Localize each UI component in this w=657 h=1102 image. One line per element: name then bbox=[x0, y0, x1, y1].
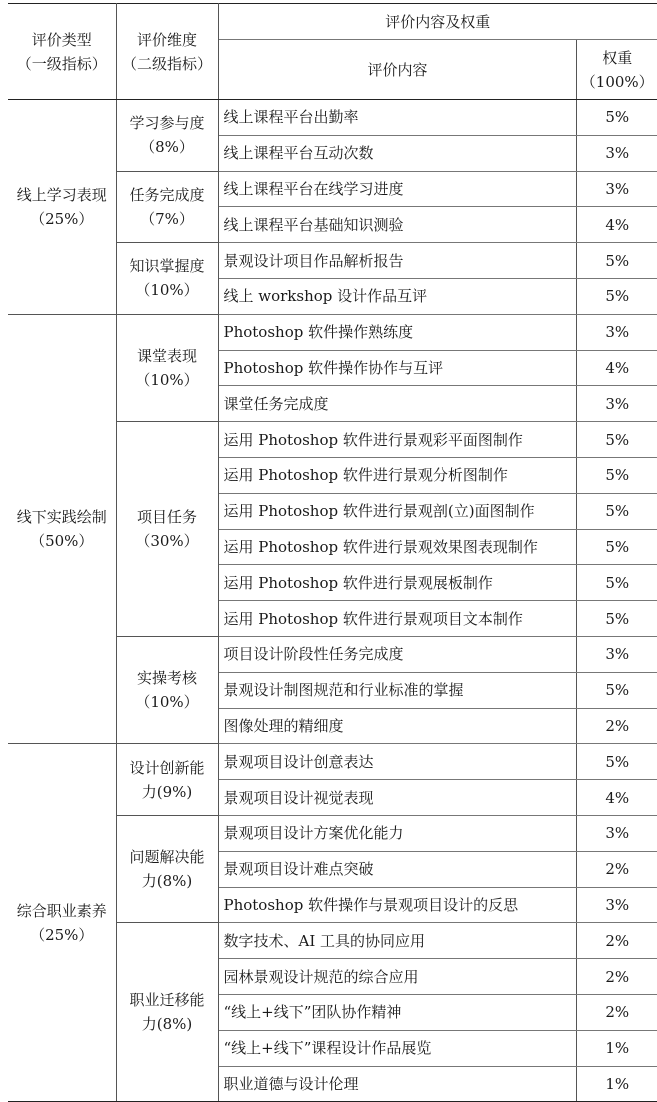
header-weight-title: 权重 bbox=[602, 48, 633, 67]
content-cell: “线上+线下”团队协作精神 bbox=[218, 994, 577, 1030]
weight-cell: 2% bbox=[577, 923, 657, 959]
level2-cell bbox=[116, 171, 218, 243]
weight-cell: 3% bbox=[577, 135, 657, 171]
weight-cell: 5% bbox=[577, 243, 657, 279]
level2-name: 知识掌握度 bbox=[129, 257, 205, 276]
level2-name: 问题解决能 bbox=[129, 848, 205, 867]
level2-cell bbox=[116, 100, 218, 172]
level2-weight: （10%） bbox=[135, 370, 199, 389]
content-cell: 景观设计制图规范和行业标准的掌握 bbox=[218, 672, 577, 708]
level1-name: 综合职业素养 bbox=[16, 901, 107, 920]
level2-weight: （10%） bbox=[135, 281, 199, 300]
weight-cell: 4% bbox=[577, 780, 657, 816]
table-row bbox=[8, 100, 657, 136]
level1-cell bbox=[8, 314, 116, 744]
weight-cell: 1% bbox=[577, 1066, 657, 1102]
content-cell: 运用 Photoshop 软件进行景观彩平面图制作 bbox=[218, 422, 577, 458]
table-body bbox=[8, 100, 657, 1102]
weight-cell: 2% bbox=[577, 851, 657, 887]
content-cell: 运用 Photoshop 软件进行景观分析图制作 bbox=[218, 457, 577, 493]
weight-cell: 5% bbox=[577, 672, 657, 708]
content-cell: 景观项目设计难点突破 bbox=[218, 851, 577, 887]
table-row bbox=[8, 744, 657, 780]
content-cell: 景观项目设计方案优化能力 bbox=[218, 815, 577, 851]
level2-weight: 力(8%) bbox=[141, 1015, 193, 1034]
level1-name: 线下实践绘制 bbox=[16, 508, 107, 527]
level2-name: 职业迁移能 bbox=[129, 991, 205, 1010]
weight-cell: 2% bbox=[577, 994, 657, 1030]
header-level1-title: 评价类型 bbox=[31, 30, 92, 49]
level2-cell bbox=[116, 422, 218, 637]
level1-name: 线上学习表现 bbox=[16, 185, 107, 204]
level2-name: 任务完成度 bbox=[129, 185, 205, 204]
header-level1 bbox=[8, 4, 116, 100]
level2-name: 学习参与度 bbox=[129, 114, 205, 133]
weight-cell: 5% bbox=[577, 422, 657, 458]
level2-weight: 力(9%) bbox=[141, 782, 193, 801]
weight-cell: 5% bbox=[577, 601, 657, 637]
content-cell: 线上课程平台在线学习进度 bbox=[218, 171, 577, 207]
header-level2-sub: （二级指标） bbox=[121, 54, 212, 73]
header-level2-title: 评价维度 bbox=[136, 30, 197, 49]
weight-cell: 4% bbox=[577, 207, 657, 243]
weight-cell: 5% bbox=[577, 457, 657, 493]
level2-name: 设计创新能 bbox=[129, 758, 205, 777]
weight-cell: 3% bbox=[577, 314, 657, 350]
level1-weight: （25%） bbox=[30, 209, 94, 228]
content-cell: 运用 Photoshop 软件进行景观展板制作 bbox=[218, 565, 577, 601]
content-cell: 景观设计项目作品解析报告 bbox=[218, 243, 577, 279]
content-cell: 景观项目设计视觉表现 bbox=[218, 780, 577, 816]
level2-cell bbox=[116, 636, 218, 743]
table-row bbox=[8, 314, 657, 350]
weight-cell: 3% bbox=[577, 171, 657, 207]
header-content: 评价内容 bbox=[218, 40, 577, 100]
header-level1-sub: （一级指标） bbox=[16, 54, 107, 73]
level2-cell bbox=[116, 314, 218, 421]
evaluation-table bbox=[8, 3, 657, 1102]
level2-cell bbox=[116, 744, 218, 816]
weight-cell: 5% bbox=[577, 529, 657, 565]
level1-weight: （50%） bbox=[30, 532, 94, 551]
content-cell: 课堂任务完成度 bbox=[218, 386, 577, 422]
weight-cell: 2% bbox=[577, 959, 657, 995]
level2-weight: （7%） bbox=[140, 209, 194, 228]
content-cell: 图像处理的精细度 bbox=[218, 708, 577, 744]
level1-weight: （25%） bbox=[30, 925, 94, 944]
content-cell: 景观项目设计创意表达 bbox=[218, 744, 577, 780]
level2-cell bbox=[116, 815, 218, 922]
content-cell: 园林景观设计规范的综合应用 bbox=[218, 959, 577, 995]
weight-cell: 4% bbox=[577, 350, 657, 386]
header-level2 bbox=[116, 4, 218, 100]
weight-cell: 3% bbox=[577, 815, 657, 851]
level2-cell bbox=[116, 923, 218, 1102]
weight-cell: 2% bbox=[577, 708, 657, 744]
content-cell: 线上课程平台出勤率 bbox=[218, 100, 577, 136]
content-cell: “线上+线下”课程设计作品展览 bbox=[218, 1030, 577, 1066]
level2-weight: 力(8%) bbox=[141, 872, 193, 891]
content-cell: 线上课程平台基础知识测验 bbox=[218, 207, 577, 243]
content-cell: 运用 Photoshop 软件进行景观项目文本制作 bbox=[218, 601, 577, 637]
level2-name: 实操考核 bbox=[136, 669, 197, 688]
weight-cell: 5% bbox=[577, 744, 657, 780]
level2-name: 课堂表现 bbox=[136, 346, 197, 365]
header-weight-sub: （100%） bbox=[580, 72, 654, 91]
weight-cell: 5% bbox=[577, 278, 657, 314]
content-cell: 项目设计阶段性任务完成度 bbox=[218, 636, 577, 672]
content-cell: 职业道德与设计伦理 bbox=[218, 1066, 577, 1102]
content-cell: Photoshop 软件操作与景观项目设计的反思 bbox=[218, 887, 577, 923]
content-cell: Photoshop 软件操作熟练度 bbox=[218, 314, 577, 350]
level2-weight: （30%） bbox=[135, 532, 199, 551]
level2-cell bbox=[116, 243, 218, 315]
weight-cell: 5% bbox=[577, 565, 657, 601]
weight-cell: 5% bbox=[577, 100, 657, 136]
content-cell: 数字技术、AI 工具的协同应用 bbox=[218, 923, 577, 959]
level2-weight: （8%） bbox=[140, 138, 194, 157]
weight-cell: 3% bbox=[577, 386, 657, 422]
content-cell: 运用 Photoshop 软件进行景观效果图表现制作 bbox=[218, 529, 577, 565]
weight-cell: 1% bbox=[577, 1030, 657, 1066]
level1-cell bbox=[8, 744, 116, 1102]
weight-cell: 5% bbox=[577, 493, 657, 529]
level1-cell bbox=[8, 100, 116, 315]
content-cell: Photoshop 软件操作协作与互评 bbox=[218, 350, 577, 386]
weight-cell: 3% bbox=[577, 887, 657, 923]
header-weight bbox=[577, 40, 657, 100]
level2-weight: （10%） bbox=[135, 693, 199, 712]
header-group: 评价内容及权重 bbox=[218, 4, 657, 40]
content-cell: 线上课程平台互动次数 bbox=[218, 135, 577, 171]
weight-cell: 3% bbox=[577, 636, 657, 672]
content-cell: 线上 workshop 设计作品互评 bbox=[218, 278, 577, 314]
content-cell: 运用 Photoshop 软件进行景观剖(立)面图制作 bbox=[218, 493, 577, 529]
level2-name: 项目任务 bbox=[136, 508, 197, 527]
